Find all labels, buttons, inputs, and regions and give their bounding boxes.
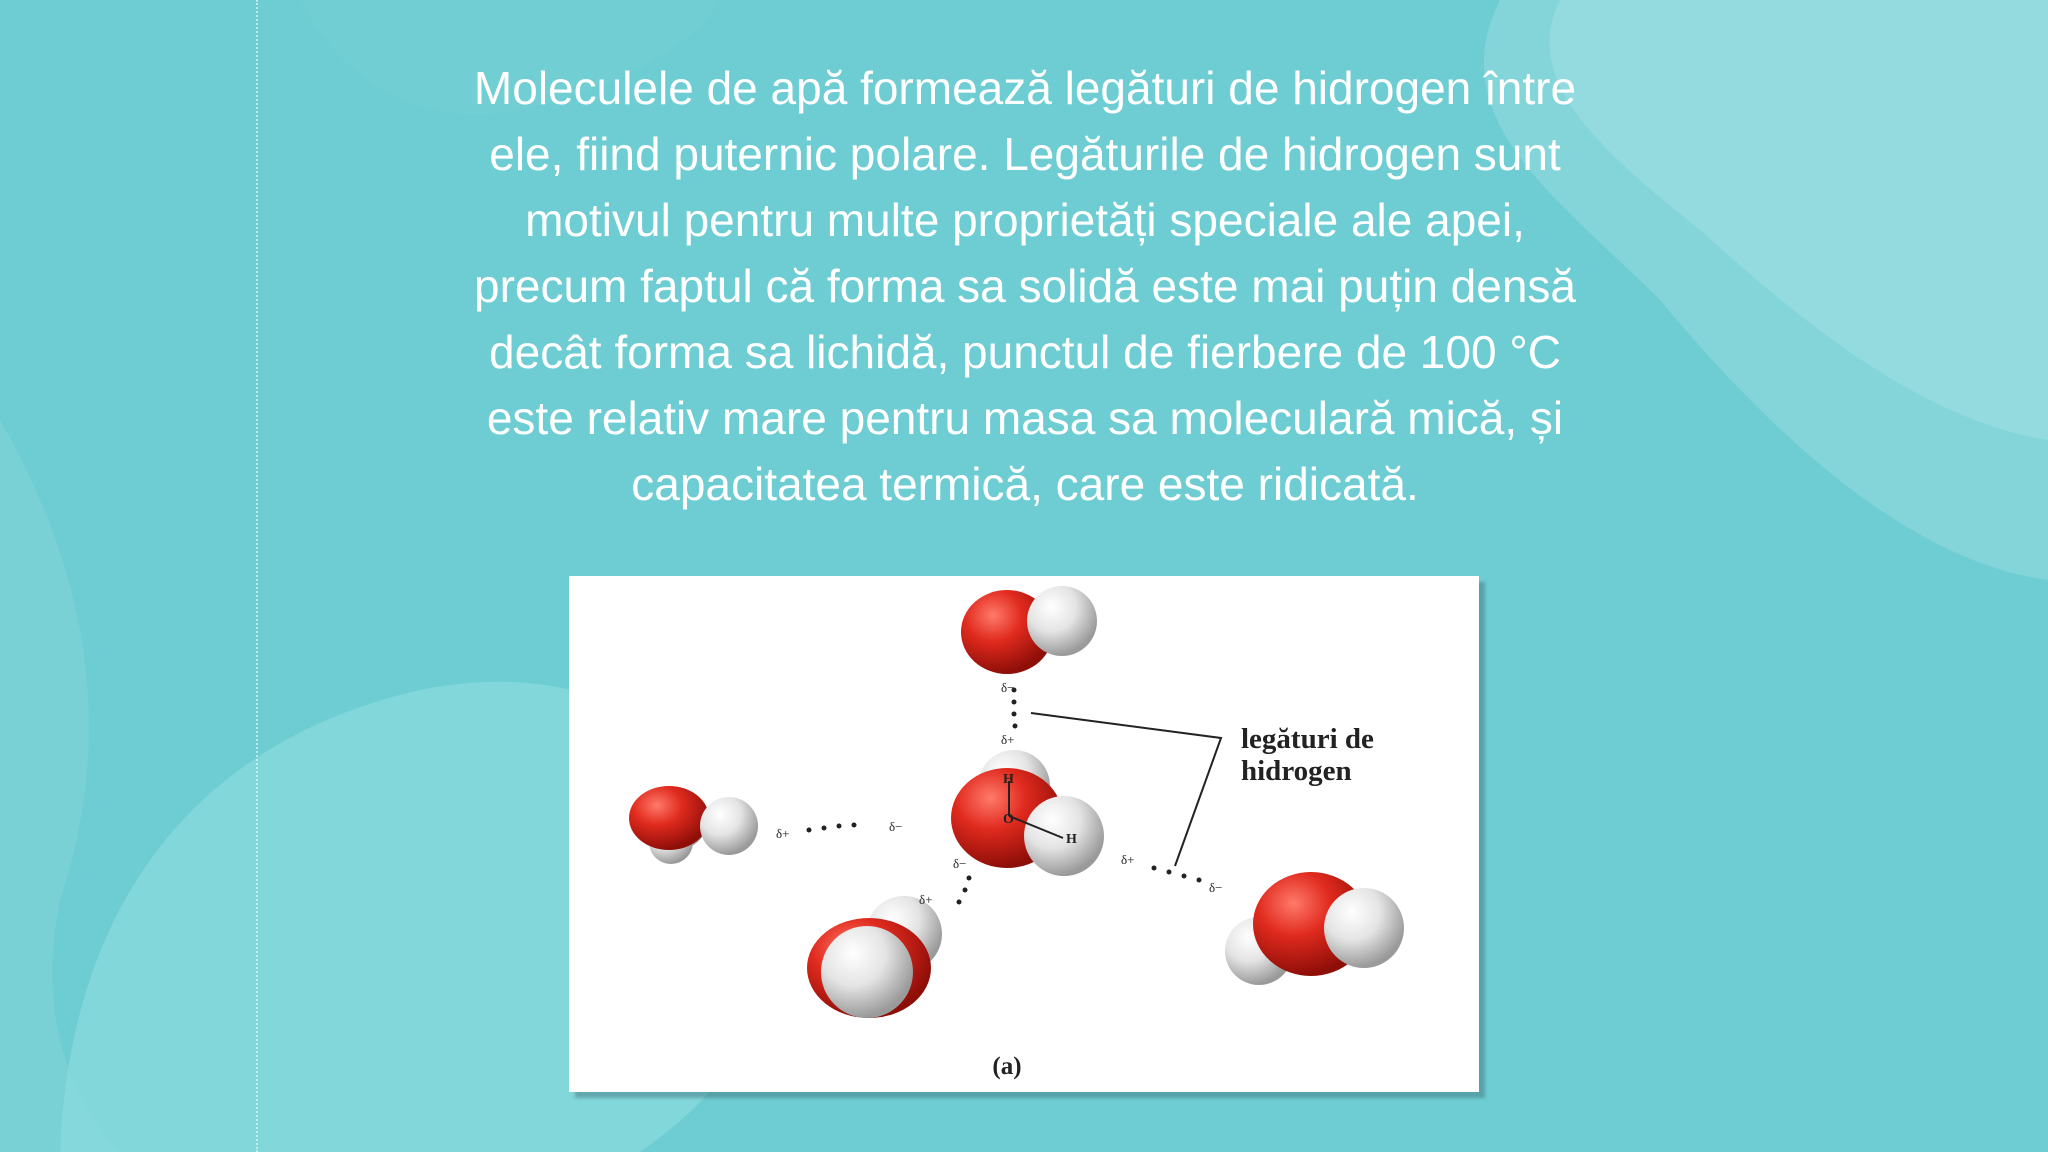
delta-plus-label: δ+ [1121,852,1135,867]
paragraph-line: capacitatea termică, care este ridicată. [631,458,1419,510]
hydrogen-bonds-label: hidrogen [1241,755,1352,787]
delta-minus-label: δ− [953,856,967,871]
water-molecule-right [1225,872,1404,985]
body-paragraph [385,55,1665,517]
paragraph-line: precum faptul că forma sa solidă este mai puțin densă [473,260,1577,312]
vertical-dotted-divider [256,0,258,1152]
hydrogen-bond-figure [569,576,1479,1092]
delta-minus-label: δ− [889,819,903,834]
figure-caption: (a) [992,1053,1022,1080]
delta-minus-label: δ− [1209,880,1223,895]
atom-label-h: H [1066,832,1077,847]
atom-label-h: H [1003,772,1014,787]
water-molecules-diagram [569,576,1479,1092]
paragraph-line: este relativ mare pentru masa sa moleculară mică, și [486,392,1564,444]
water-molecule-center [951,750,1104,876]
paragraph-line: Moleculele de apă formează legături de hidrogen între [473,62,1577,114]
delta-plus-label: δ+ [776,826,790,841]
atom-label-o: O [1003,812,1014,827]
paragraph-line: ele, fiind puternic polare. Legăturile de hidrogen sunt [489,128,1561,180]
delta-plus-label: δ+ [1001,732,1015,747]
paragraph-line: decât forma sa lichidă, punctul de fierbere de 100 °C [489,326,1561,378]
delta-plus-label: δ+ [919,892,933,907]
delta-minus-label: δ− [1001,680,1015,695]
paragraph-line: motivul pentru multe proprietăți speciale ale apei, [525,194,1525,246]
water-molecule-bottom-left [807,896,942,1018]
water-molecule-top [961,586,1097,674]
hydrogen-bonds-label: legături de [1241,723,1374,755]
water-molecule-left [629,786,758,864]
